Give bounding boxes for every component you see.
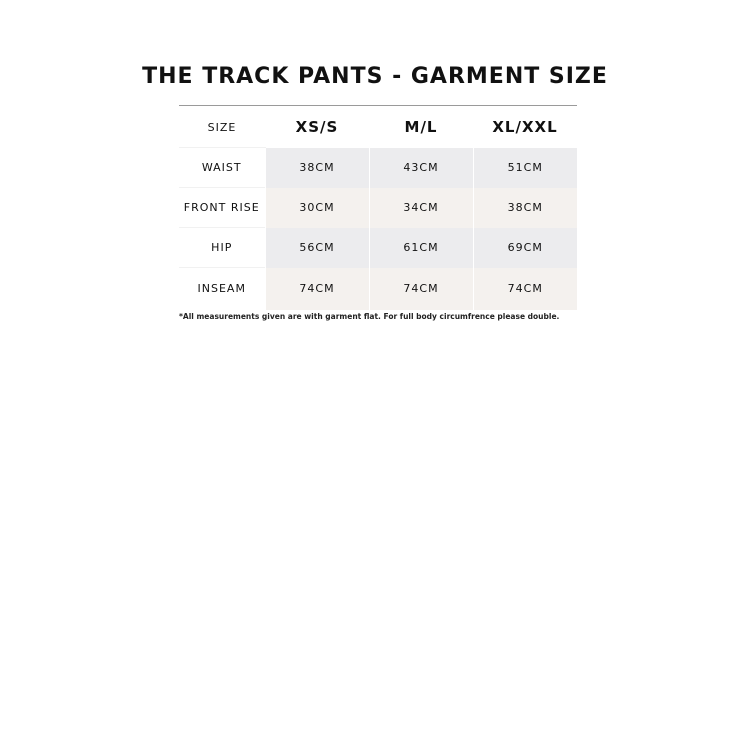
table-cell: 56CM bbox=[265, 228, 369, 268]
table-cell: 38CM bbox=[265, 148, 369, 188]
size-header-label: SIZE bbox=[207, 120, 237, 134]
measurement-footnote: *All measurements given are with garment flat. For full body circumfrence please double. bbox=[179, 312, 560, 321]
header-row bbox=[179, 107, 577, 148]
title-divider bbox=[179, 105, 577, 106]
size-column-xs-s: XS/S bbox=[295, 118, 339, 137]
table-cell: 30CM bbox=[265, 188, 369, 228]
table-cell: 61CM bbox=[369, 228, 473, 268]
row-label: INSEAM bbox=[179, 268, 265, 310]
table-cell: 74CM bbox=[473, 268, 577, 310]
chart-title: THE TRACK PANTS - GARMENT SIZE bbox=[142, 64, 608, 89]
table-row-inseam bbox=[179, 268, 577, 310]
table-row-waist bbox=[179, 148, 577, 188]
table-cell: 69CM bbox=[473, 228, 577, 268]
table-cell: 43CM bbox=[369, 148, 473, 188]
table-row-front-rise bbox=[179, 188, 577, 228]
size-column-m-l: M/L bbox=[404, 118, 438, 137]
size-column-xl-xxl: XL/XXL bbox=[492, 118, 558, 137]
row-label: WAIST bbox=[179, 148, 265, 188]
table-cell: 74CM bbox=[265, 268, 369, 310]
table-cell: 74CM bbox=[369, 268, 473, 310]
table-cell: 34CM bbox=[369, 188, 473, 228]
table-cell: 51CM bbox=[473, 148, 577, 188]
table-cell: 38CM bbox=[473, 188, 577, 228]
table-row-hip bbox=[179, 228, 577, 268]
size-table bbox=[179, 107, 577, 310]
row-label: FRONT RISE bbox=[179, 188, 265, 228]
row-label: HIP bbox=[179, 228, 265, 268]
